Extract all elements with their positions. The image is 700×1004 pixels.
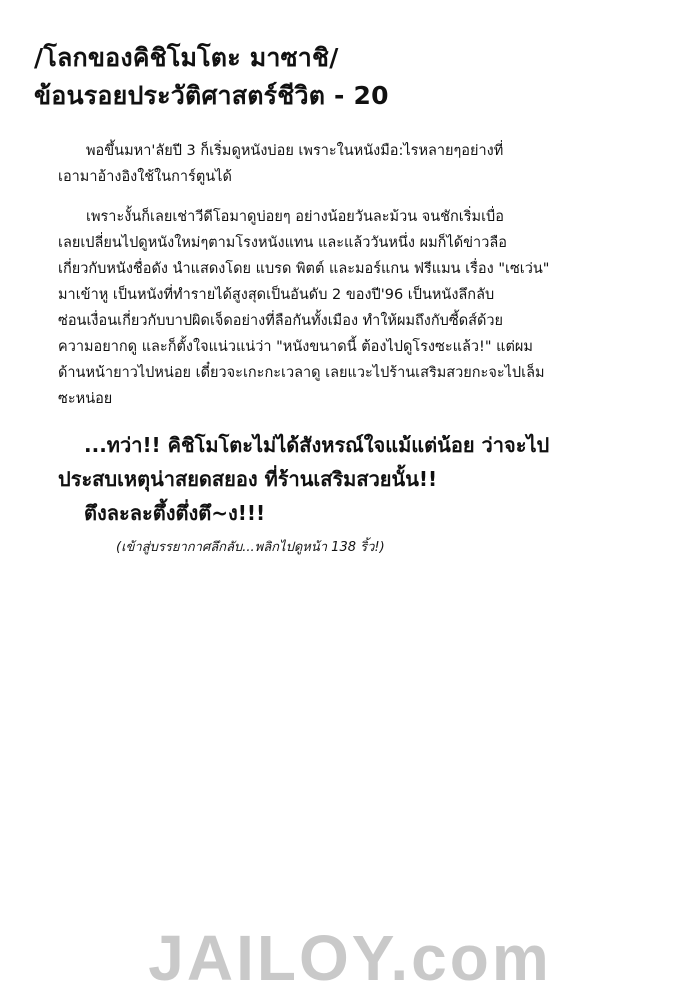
paragraph-line: ซะหน่อย [58,391,113,407]
paragraph-line: เลยเปลี่ยนไปดูหนังใหม่ๆตามโรงหนังแทน และแล้ววันหนึ่ง ผมก็ได้ข่าวลือ [58,235,507,251]
paragraph-line: เกี่ยวกับหนังชื่อดัง นำแสดงโดย แบรด พิตต์ และมอร์แกน ฟรีแมน เรื่อง "เซเว่น" [58,261,550,277]
paragraph-line: ความอยากดู และก็ตั้งใจแน่วแน่ว่า "หนังขนาดนี้ ต้องไปดูโรงซะแล้ว!" แต่ผม [58,339,533,355]
paragraph-1 [58,138,658,190]
paragraph-line: เพราะงั้นก็เลยเช่าวีดีโอมาดูบ่อยๆ อย่างน้อยวันละม้วน จนชักเริ่มเบื่อ [86,209,504,225]
paragraph-line: ซ่อนเงื่อนเกี่ยวกับบาปผิดเจ็ดอย่างที่ลือกันทั้งเมือง ทำให้ผมถึงกับซี้ดส์ด้วย [58,313,504,329]
watermark: JAILOY.com [148,922,552,994]
paragraph-line: เอามาอ้างอิงใช้ในการ์ตูนได้ [58,169,232,185]
paragraph-2 [58,204,658,412]
paragraph-line: มาเข้าหู เป็นหนังที่ทำรายได้สูงสุดเป็นอันดับ 2 ของปี'96 เป็นหนังลึกลับ [58,287,495,303]
page-reference-note: (เข้าสู่บรรยากาศลึกลับ...พลิกไปดูหน้า 138 ริ้ว!) [116,540,385,555]
paragraph-line: ด้านหน้ายาวไปหน่อย เดี๋ยวจะเกะกะเวลาดู เลยแวะไปร้านเสริมสวยกะจะไปเล็ม [58,365,545,381]
emphasis-line: ประสบเหตุน่าสยดสยอง ที่ร้านเสริมสวยนั้น!! [58,467,438,491]
emphasis-block [58,428,678,530]
chapter-subtitle: ข้อนรอยประวัติศาสตร์ชีวิต - 20 [34,81,389,110]
paragraph-line: พอขึ้นมหา'ลัยปี 3 ก็เริ่มดูหนังบ่อย เพราะในหนังมือ:ไรหลายๆอย่างที่ [86,143,504,159]
emphasis-line: ตึงละละตึ้งตึ่งตึ~ง!!! [84,501,266,525]
emphasis-line: ...ทว่า!! คิชิโมโตะไม่ได้สังหรณ์ใจแม้แต่น้อย ว่าจะไป [84,433,550,457]
chapter-title: /โลกของคิชิโมโตะ มาซาชิ/ [34,43,339,72]
